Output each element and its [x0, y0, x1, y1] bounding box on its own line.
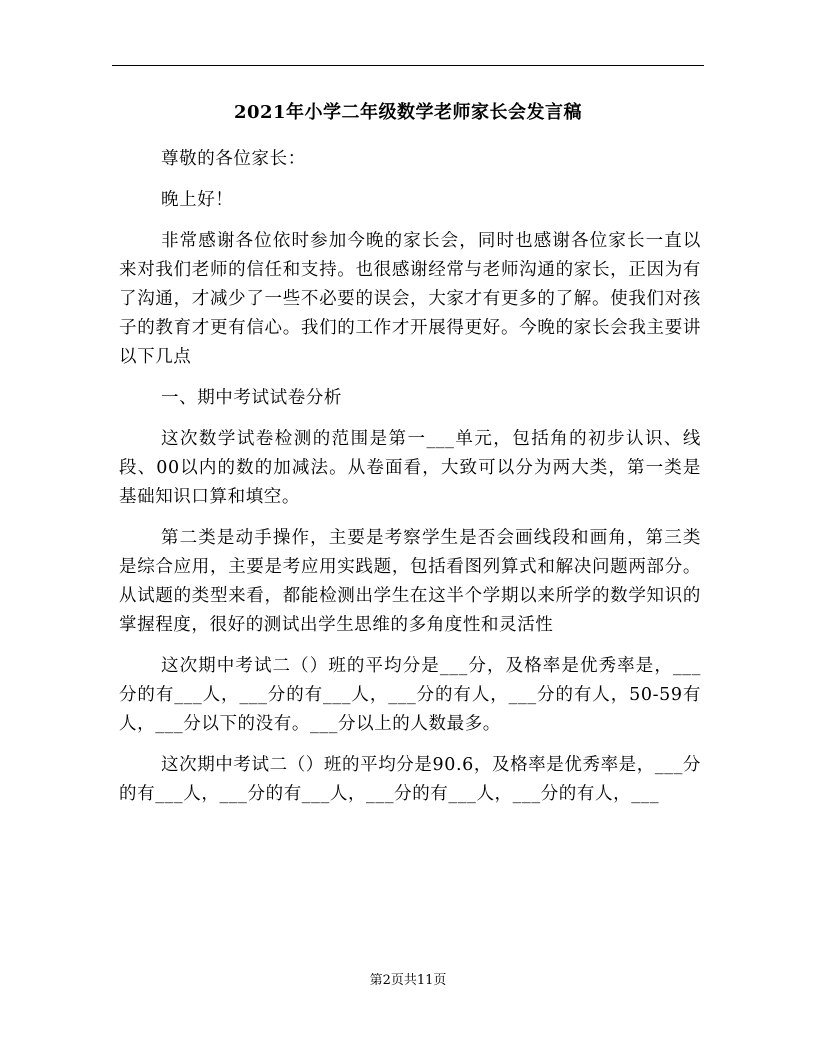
paragraph-class-stats-1: 这次期中考试二（）班的平均分是___分，及格率是优秀率是，___分的有___人，___分的有___人，___分的有人，___分的有人，50-59有人，___分以下的没有。___分以上的人数最多。 [119, 656, 701, 734]
document-title: 2021年小学二年级数学老师家长会发言稿 [233, 102, 583, 123]
paragraph-question-types: 第二类是动手操作，主要是考察学生是否会画线段和画角，第三类是综合应用，主要是考应用实践题，包括看图列算式和解决问题两部分。从试题的类型来看，都能检测出学生在这半个学期以来所学的数学知识的掌握程度，很好的测试出学生思维的多角度性和灵活性 [119, 528, 701, 635]
paragraph-salutation: 尊敬的各位家长： [161, 149, 306, 169]
paragraph-greeting: 晚上好！ [161, 190, 234, 210]
paragraph-exam-scope: 这次数学试卷检测的范围是第一___单元，包括角的初步认识、线段、00以内的数的加减法。从卷面看，大致可以分为两大类，第一类是基础知识口算和填空。 [119, 429, 701, 507]
page-number: 第2页共11页 [369, 973, 447, 988]
paragraph-intro: 非常感谢各位依时参加今晚的家长会，同时也感谢各位家长一直以来对我们老师的信任和支持。也很感谢经常与老师沟通的家长，正因为有了沟通，才减少了一些不必要的误会，大家才有更多的了解。使我们对孩子的教育才更有信心。我们的工作才开展得更好。今晚的家长会我主要讲以下几点 [119, 231, 701, 367]
document-body [119, 145, 701, 821]
section-heading-exam-analysis: 一、期中考试试卷分析 [161, 388, 342, 408]
paragraph-class-stats-2: 这次期中考试二（）班的平均分是90.6，及格率是优秀率是，___分的有___人，___分的有___人，___分的有___人，___分的有人，___ [119, 755, 702, 804]
header-rule [112, 65, 704, 66]
